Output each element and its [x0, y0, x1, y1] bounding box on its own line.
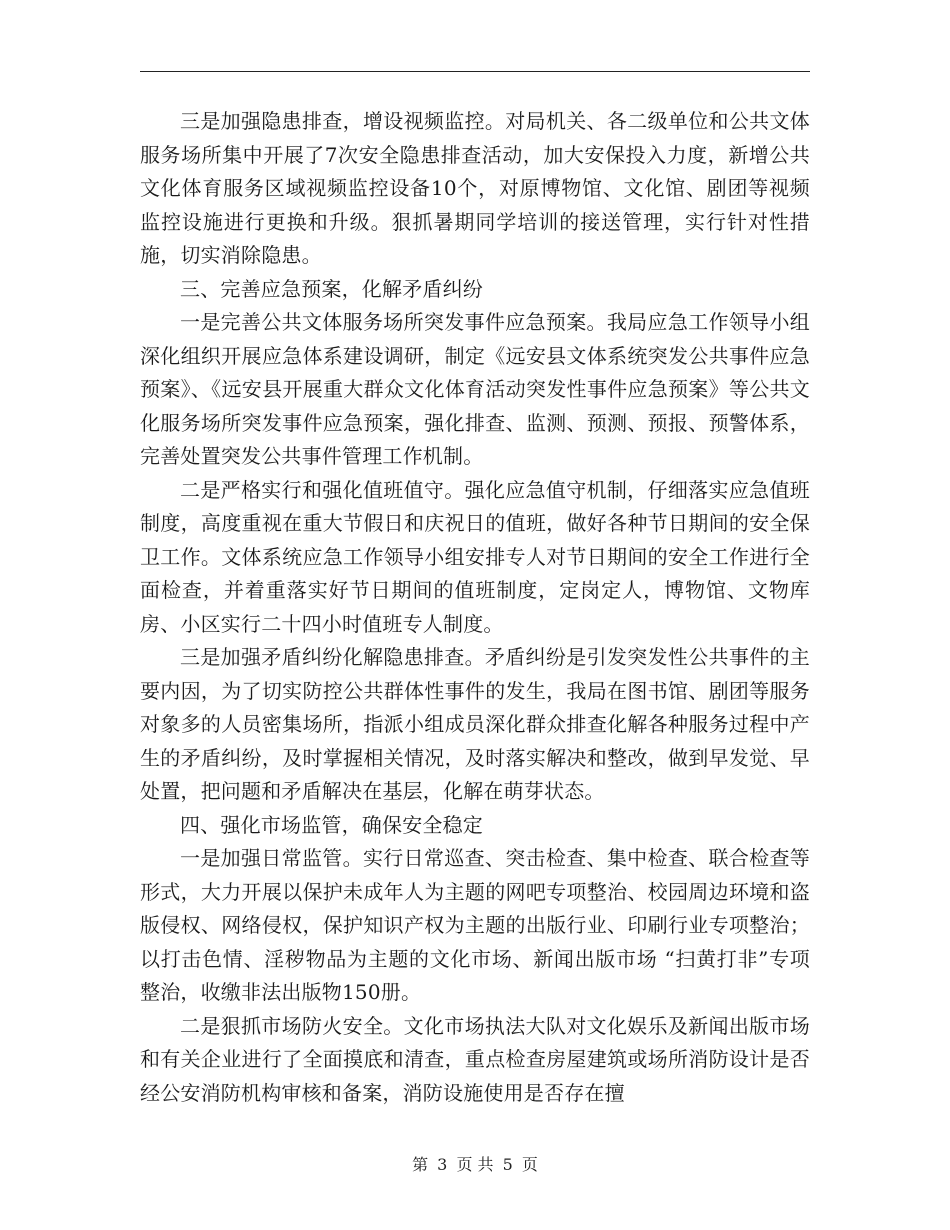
current-page-number: 3 [437, 1155, 448, 1174]
paragraph-daily-supervision: 一是加强日常监管。实行日常巡查、突击检查、集中检查、联合检查等形式，大力开展以保护未成年人为主题的网吧专项整治、校园周边环境和盗版侵权、网络侵权，保护知识产权为主题的出版行业、印刷行业专项整治；以打击色情、淫秽物品为主题的文化市场、新闻出版市场 “扫黄打非”专项整治，收缴非法出版物150册。 [140, 846, 810, 1004]
section-heading-market-supervision: 四、强化市场监管，确保安全稳定 [180, 812, 483, 837]
footer-prefix: 第 [412, 1155, 429, 1174]
paragraph-duty-shifts: 二是严格实行和强化值班值守。强化应急值守机制，仔细落实应急值班制度，高度重视在重大节假日和庆祝日的值班，做好各种节日期间的安全保卫工作。文体系统应急工作领导小组安排专人对节日期间的安全工作进行全面检查，并着重落实好节日期间的值班制度，定岗定人，博物馆、文物库房、小区实行二十四小时值班专人制度。 [140, 477, 810, 636]
paragraph-fire-safety: 二是狠抓市场防火安全。文化市场执法大队对文化娱乐及新闻出版市场和有关企业进行了全面摸底和清查，重点检查房屋建筑或场所消防设计是否经公安消防机构审核和备案，消防设施使用是否存在擅 [140, 1013, 810, 1105]
footer-suffix: 页 [521, 1155, 538, 1174]
footer-middle: 页 共 [456, 1155, 494, 1174]
page-footer [0, 1152, 950, 1175]
paragraph-hazard-inspection: 三是加强隐患排查，增设视频监控。对局机关、各二级单位和公共文体服务场所集中开展了7次安全隐患排查活动，加大安保投入力度，新增公共文化体育服务区域视频监控设备10个，对原博物馆、文化馆、剧团等视频监控设施进行更换和升级。狠抓暑期同学培训的接送管理，实行针对性措施，切实消除隐患。 [140, 109, 810, 267]
paragraph-emergency-plan: 一是完善公共文体服务场所突发事件应急预案。我局应急工作领导小组深化组织开展应急体系建设调研，制定《远安县文体系统突发公共事件应急预案》、《远安县开展重大群众文化体育活动突发性事件应急预案》等公共文化服务场所突发事件应急预案，强化排查、监测、预测、预报、预警体系，完善处置突发公共事件管理工作机制。 [140, 310, 810, 468]
section-heading-emergency-plans: 三、完善应急预案，化解矛盾纠纷 [180, 276, 483, 301]
paragraph-dispute-resolution: 三是加强矛盾纠纷化解隐患排查。矛盾纠纷是引发突发性公共事件的主要内因，为了切实防控公共群体性事件的发生，我局在图书馆、剧团等服务对象多的人员密集场所，指派小组成员深化群众排查化解各种服务过程中产生的矛盾纠纷，及时掌握相关情况，及时落实解决和整改，做到早发觉、早处置，把问题和矛盾解决在基层，化解在萌芽状态。 [140, 645, 810, 803]
total-page-count: 5 [502, 1155, 513, 1174]
document-body [140, 105, 810, 1110]
header-rule [140, 71, 810, 72]
